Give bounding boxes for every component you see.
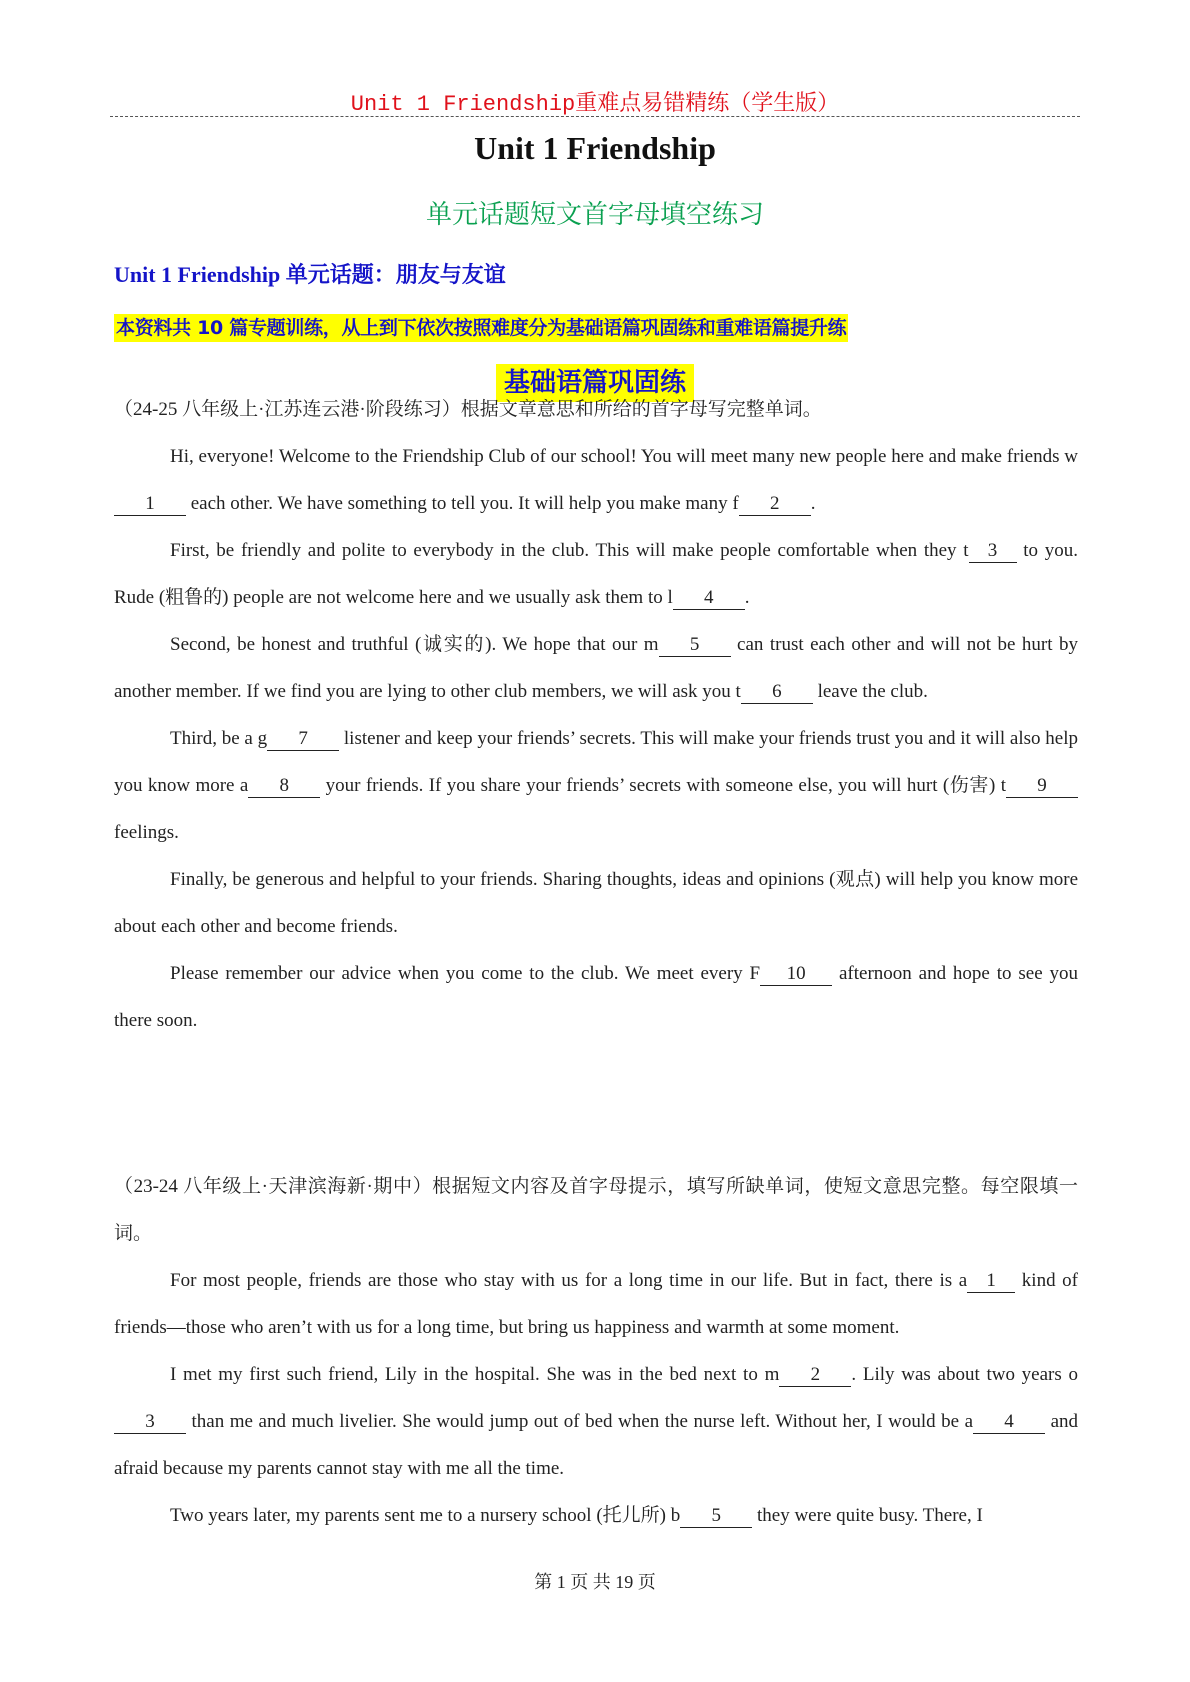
blank-4[interactable]: 4 bbox=[973, 1411, 1045, 1434]
blank-5[interactable]: 5 bbox=[680, 1505, 752, 1528]
passage-1-paragraph: Second, be honest and truthful (诚实的). We hope that our m 5 can trust each other and will not be hurt by another member. If we find you are lying to other club members, we will ask you t 6 leave the club. bbox=[114, 634, 1078, 702]
blank-3[interactable]: 3 bbox=[114, 1411, 186, 1434]
blank-1[interactable]: 1 bbox=[967, 1270, 1015, 1293]
blank-5[interactable]: 5 bbox=[659, 634, 731, 657]
blank-9[interactable]: 9 bbox=[1006, 775, 1078, 798]
header-divider bbox=[110, 116, 1080, 117]
page-header: Unit 1 Friendship重难点易错精练（学生版） bbox=[350, 92, 840, 117]
passage-2-paragraph: Two years later, my parents sent me to a nursery school (托儿所) b 5 they were quite busy. There, I bbox=[170, 1505, 983, 1526]
passage-1-paragraph: Finally, be generous and helpful to your friends. Sharing thoughts, ideas and opinions (观点) will help you know more about each other and become friends. bbox=[114, 869, 1078, 937]
passage-1-paragraph: Please remember our advice when you come to the club. We meet every F 10 afternoon and hope to see you there soon. bbox=[114, 963, 1078, 1031]
material-notice: 本资料共 10 篇专题训练，从上到下依次按照难度分为基础语篇巩固练和重难语篇提升练 bbox=[114, 314, 848, 342]
passage-2-source: （23-24 八年级上·天津滨海新·期中）根据短文内容及首字母提示，填写所缺单词，使短文意思完整。每空限填一词。 bbox=[114, 1176, 1078, 1244]
passage-1-paragraph: Hi, everyone! Welcome to the Friendship Club of our school! You will meet many new people here and make friends w1 each other. We have something to tell you. It will help you make many f 2 . bbox=[114, 433, 1078, 527]
blank-10[interactable]: 10 bbox=[760, 963, 832, 986]
section-title: 基础语篇巩固练 bbox=[496, 364, 694, 402]
blank-2[interactable]: 2 bbox=[739, 493, 811, 516]
unit-topic: Unit 1 Friendship 单元话题：朋友与友谊 bbox=[114, 262, 506, 287]
passage-2-paragraph: For most people, friends are those who stay with us for a long time in our life. But in fact, there is a 1 kind of friends—those who aren’t with us for a long time, but bring us happiness and warmth at some moment. bbox=[114, 1270, 1079, 1338]
blank-1[interactable]: 1 bbox=[114, 493, 186, 516]
passage-1-source: （24-25 八年级上·江苏连云港·阶段练习）根据文章意思和所给的首字母写完整单词。 bbox=[114, 399, 822, 420]
passage-1-paragraph: First, be friendly and polite to everybody in the club. This will make people comfortable when they t 3 to you. Rude (粗鲁的) people are not welcome here and we usually ask them to l 4 . bbox=[114, 540, 1078, 608]
blank-6[interactable]: 6 bbox=[741, 681, 813, 704]
document-subtitle: 单元话题短文首字母填空练习 bbox=[425, 200, 764, 230]
blank-8[interactable]: 8 bbox=[248, 775, 320, 798]
blank-2[interactable]: 2 bbox=[779, 1364, 851, 1387]
blank-3[interactable]: 3 bbox=[969, 540, 1017, 563]
passage-2 bbox=[114, 1163, 1078, 1539]
document-title: Unit 1 Friendship bbox=[474, 130, 716, 166]
blank-7[interactable]: 7 bbox=[267, 728, 339, 751]
page-footer: 第 1 页 共 19 页 bbox=[534, 1572, 656, 1592]
blank-4[interactable]: 4 bbox=[673, 587, 745, 610]
passage-1 bbox=[114, 386, 1078, 1044]
passage-1-paragraph: Third, be a g 7 listener and keep your friends’ secrets. This will make your friends trust you and it will also help you know more a 8 your friends. If you share your friends’ secrets with someone else, you will hurt (伤害) t 9 feelings. bbox=[114, 728, 1079, 843]
passage-2-paragraph: I met my first such friend, Lily in the hospital. She was in the bed next to m 2 . Lily was about two years o3 than me and much livelier. She would jump out of bed when the nurse left. Without her, I would be a 4 and afraid because my parents cannot stay with me all the time. bbox=[114, 1364, 1078, 1479]
